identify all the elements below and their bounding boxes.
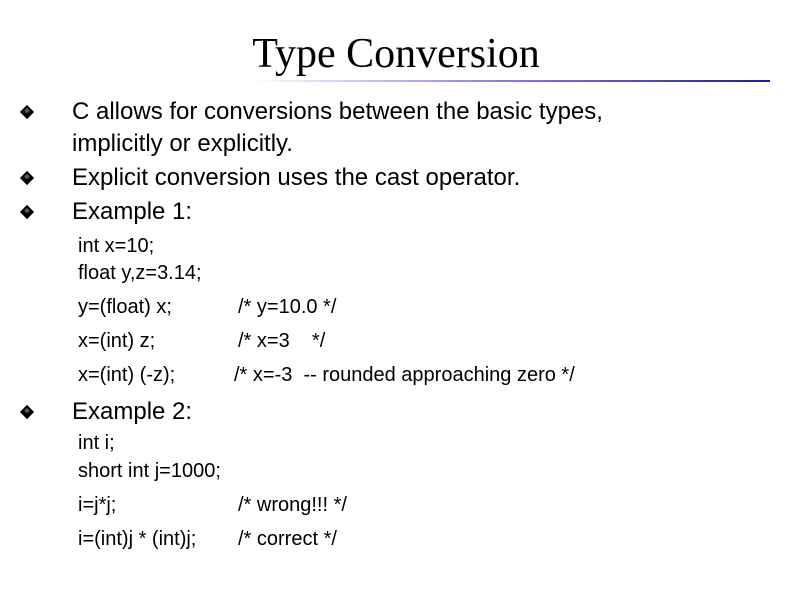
code-comment: /* correct */ [238,528,337,550]
code-comment: /* x=3 */ [238,330,326,352]
code-line: x=(int) (-z); [78,364,176,386]
bullet-text: C allows for conversions between the basic types, [72,98,603,125]
code-comment: /* wrong!!! */ [238,494,347,516]
code-line: i=(int)j * (int)j; [78,528,197,550]
code-comment: /* y=10.0 */ [238,296,337,318]
code-line: float y,z=3.14; [78,262,202,284]
code-line: int x=10; [78,235,155,257]
code-line: x=(int) z; [78,330,156,352]
bullet-text-continued: implicitly or explicitly. [72,130,293,157]
slide-title: Type Conversion [252,31,540,77]
bullet-text: Explicit conversion uses the cast operator. [72,164,521,191]
diamond-bullet-icon [20,171,34,185]
bullet-text: Example 2: [72,398,193,425]
title-underline [250,80,770,82]
code-line: i=j*j; [78,494,117,516]
code-line: int i; [78,432,115,454]
diamond-bullet-icon [20,105,34,119]
diamond-bullet-icon [20,205,34,219]
code-line: short int j=1000; [78,460,221,482]
diamond-bullet-icon [20,405,34,419]
code-line: y=(float) x; [78,296,172,318]
bullet-text: Example 1: [72,198,193,225]
code-comment: /* x=-3 -- rounded approaching zero */ [234,364,575,386]
